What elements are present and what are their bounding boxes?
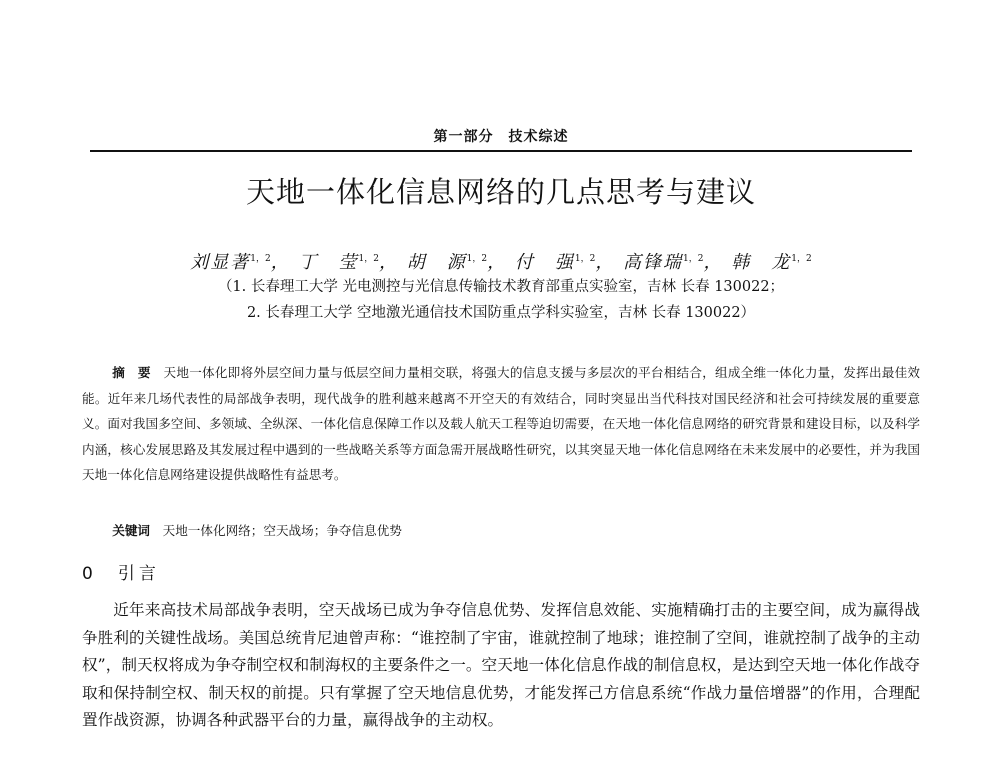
author-list xyxy=(90,246,912,276)
paper-title: 天地一体化信息网络的几点思考与建议 xyxy=(245,175,756,209)
author-affiliation-mark: 1，2 xyxy=(791,254,812,264)
abstract-label: 摘 要 xyxy=(112,365,151,380)
author: 付 强$^{1,2}$， xyxy=(514,252,616,273)
author: 韩 龙$^{1,2}$ xyxy=(731,252,812,273)
section-header: 第一部分 技术综述 xyxy=(433,129,569,145)
section-number: 0 xyxy=(82,564,97,584)
author-affiliation-mark: 1，2 xyxy=(574,254,596,264)
author: 丁 莹$^{1,2}$， xyxy=(298,252,399,273)
author-affiliation-mark: 1，2 xyxy=(358,254,379,264)
section-title: 引言 xyxy=(117,564,160,584)
author: 高锋瑞$^{1,2}$， xyxy=(623,252,724,273)
abstract-text: 天地一体化即将外层空间力量与低层空间力量相交联，将强大的信息支援与多层次的平台相结合，组成全维一体化力量，发挥出最佳效能。近年来几场代表性的局部战争表明，现代战争的胜利越来越离不开空天的有效结合，同时突显出当代科技对国民经济和社会可持续发展的重要意义。面对我国多空间、多领域、全纵深、一体化信息保障工作以及载人航天工程等迫切需要，在天地一体化信息网络的研究背景和建设目标，以及科学内涵，核心发展思路及其发展过程中遇到的一些战略关系等方面急需开展战略性研究，以其突显天地一体化信息网络在未来发展中的必要性，并为我国天地一体化信息网络建设提供战略性有益思考。 xyxy=(82,365,921,483)
affiliation-line: （1. 长春理工大学 光电测控与光信息传输技术教育部重点实验室，吉林 长春 130022； xyxy=(217,279,785,295)
author: 刘显著$^{1,2}$， xyxy=(190,252,291,273)
author-affiliation-mark: 1，2 xyxy=(250,254,271,264)
author-affiliation-mark: 1，2 xyxy=(683,254,704,264)
author-affiliation-mark: 1，2 xyxy=(466,254,488,264)
keywords-label: 关键词 xyxy=(112,523,151,538)
author: 胡 源$^{1,2}$， xyxy=(406,252,508,273)
affiliation-line: 2. 长春理工大学 空地激光通信技术国防重点学科实验室，吉林 长春 130022） xyxy=(246,305,756,321)
abstract xyxy=(82,360,920,488)
body-paragraph: 近年来高技术局部战争表明，空天战场已成为争夺信息优势、发挥信息效能、实施精确打击的主要空间，成为赢得战争胜利的关键性战场。美国总统肯尼迪曾声称：“谁控制了宇宙，谁就控制了地球；谁控制了空间，谁就控制了战争的主动权”，制天权将成为争夺制空权和制海权的主要条件之一。空天地一体化信息作战的制信息权，是达到空天地一体化作战夺取和保持制空权、制天权的前提。只有掌握了空天地信息优势，才能发挥己方信息系统“作战力量倍增器”的作用，合理配置作战资源，协调各种武器平台的力量，赢得战争的主动权。 xyxy=(82,601,920,730)
keywords xyxy=(82,518,920,543)
section-heading xyxy=(82,562,160,586)
header-rule xyxy=(90,150,912,152)
keywords-text: 天地一体化网络；空天战场；争夺信息优势 xyxy=(162,523,402,538)
